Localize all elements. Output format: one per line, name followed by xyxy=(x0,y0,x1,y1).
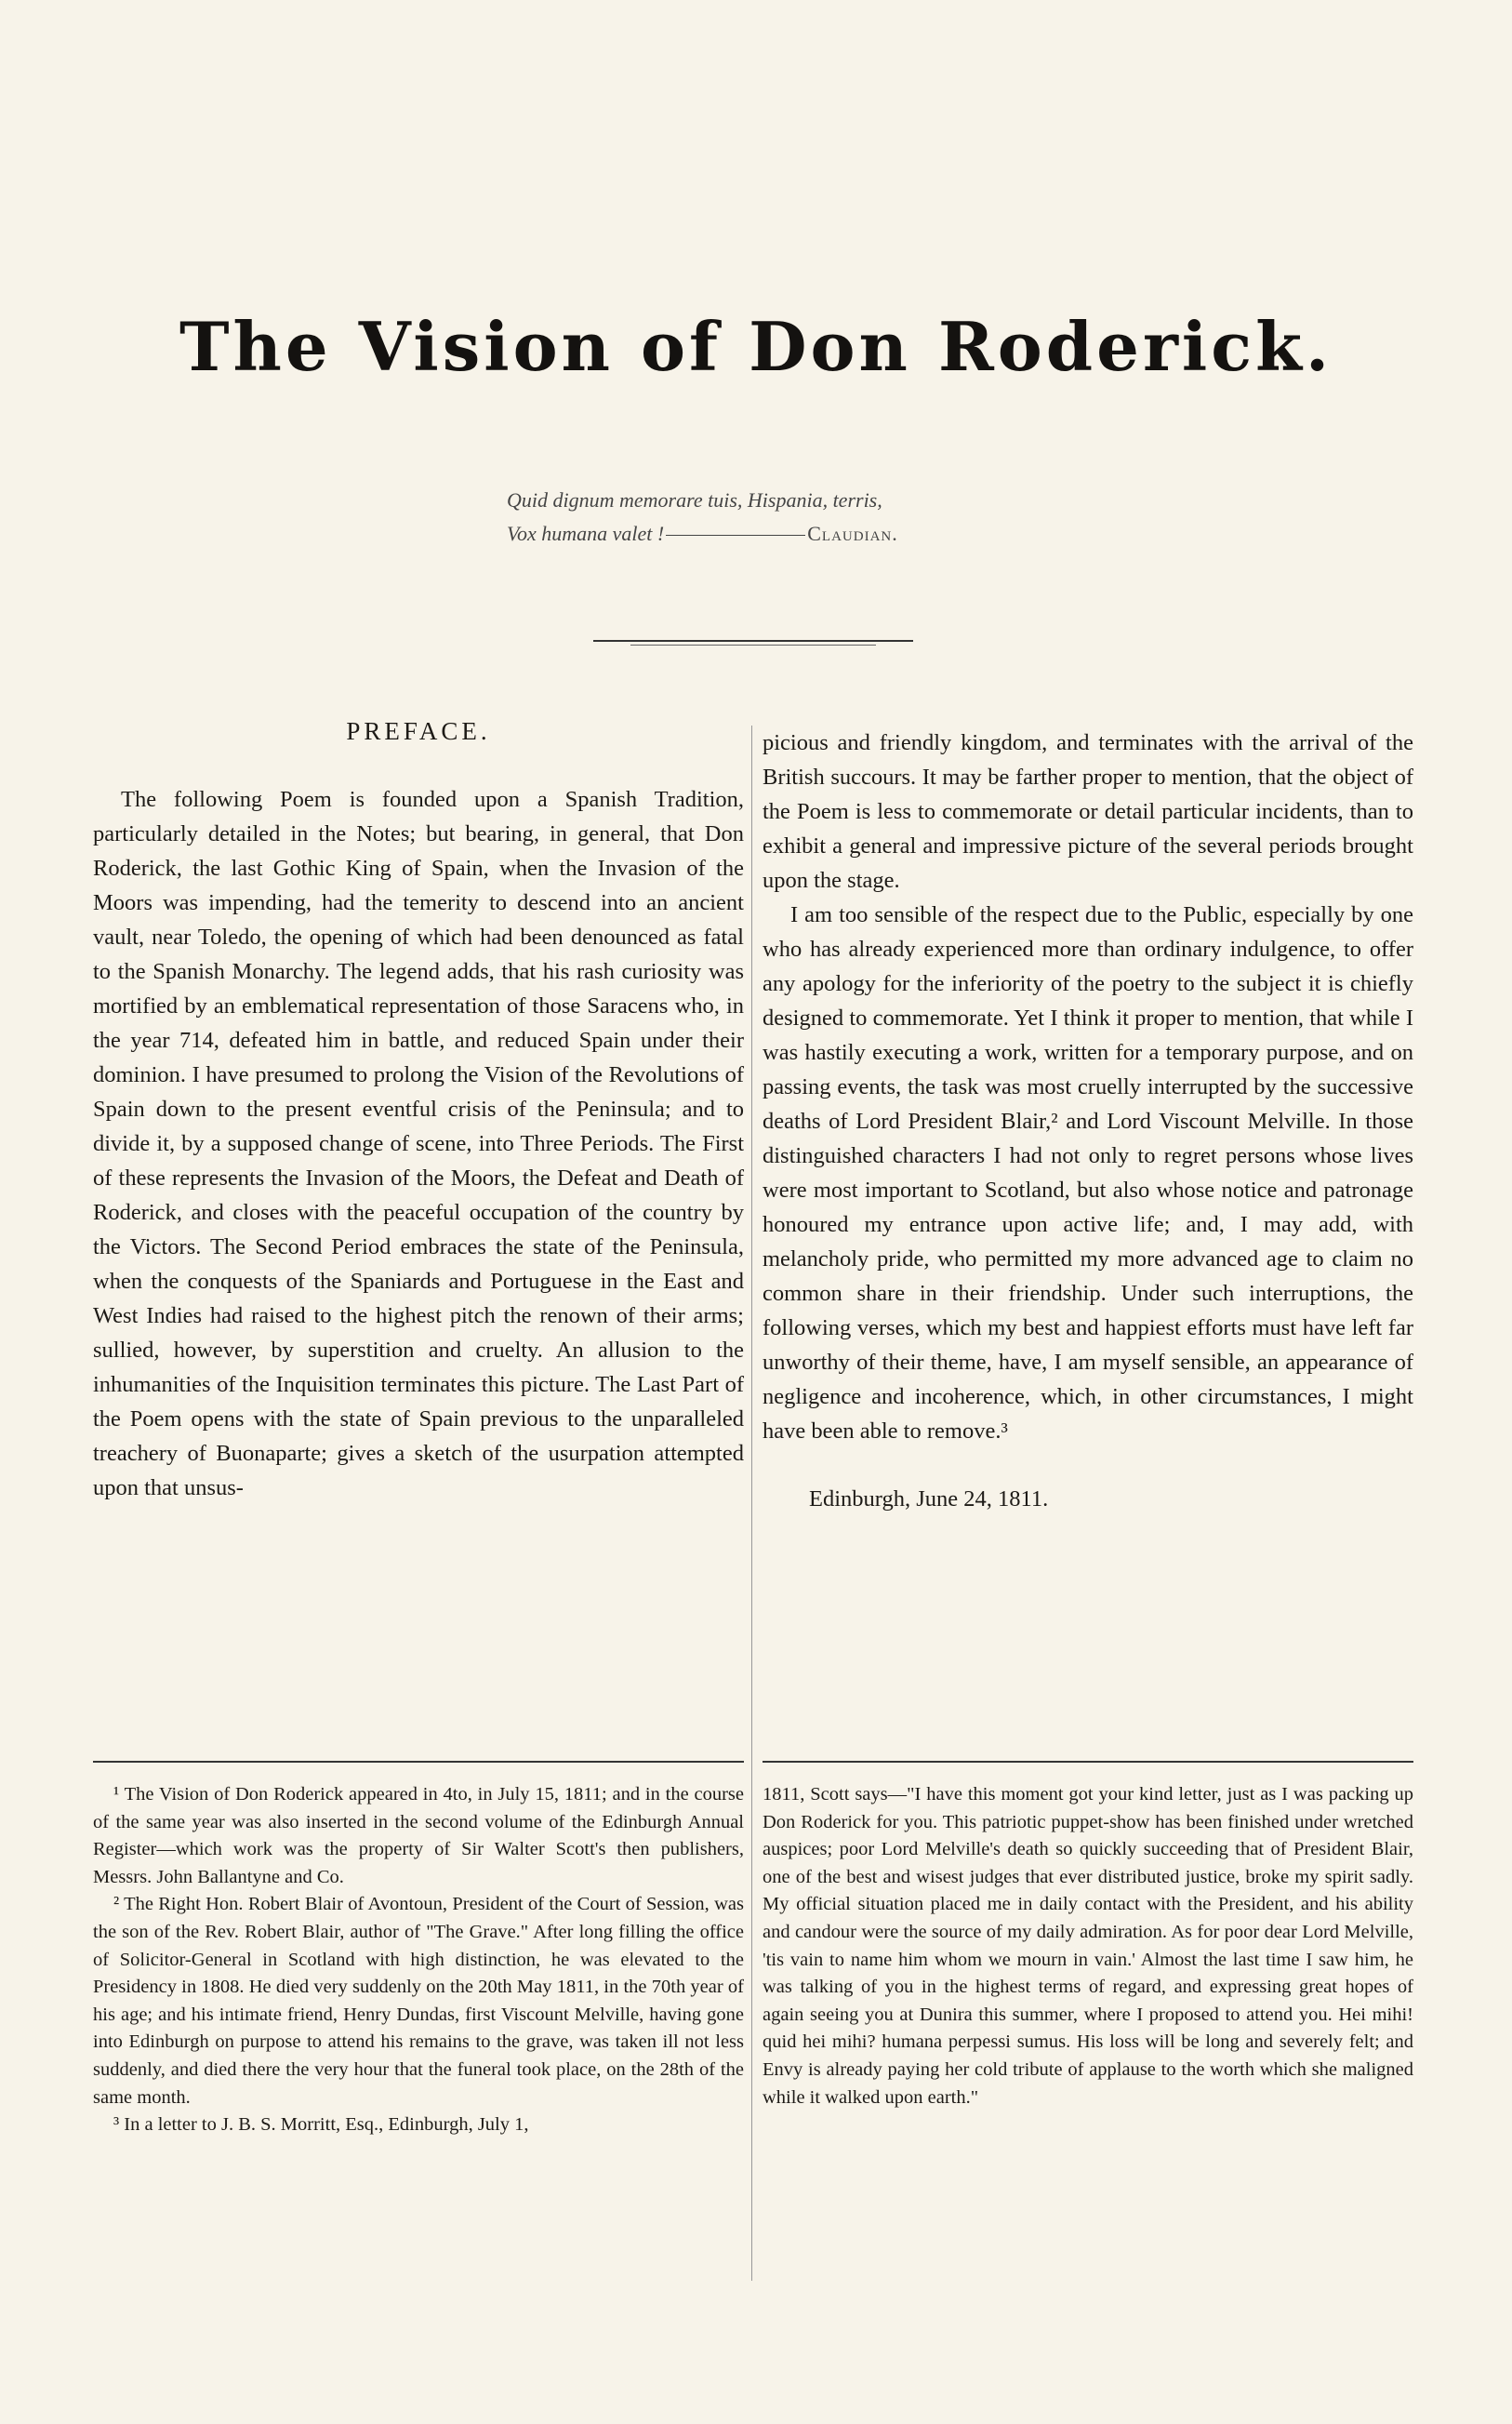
epigraph-line-2-text: Vox humana valet ! xyxy=(507,522,665,545)
preface-paragraph-1-cont: picious and friendly kingdom, and terminates with the arrival of the British succours. It may be farther proper to mention, that the object of the Poem is less to commemorate or detail particular incidents, than to exhibit a general and impressive picture of the several periods brought upon the stage. xyxy=(763,730,1413,893)
footnote-rule-left xyxy=(93,1761,744,1763)
preface-paragraph-2: I am too sensible of the respect due to the Public, especially by one who has already experienced more than ordinary indulgence, to offer any apology for the inferiority of the poetry to the subject it is chiefly designed to commemorate. Yet I think it proper to mention, that while I was hastily executing a work, written for a temporary purpose, and on passing events, the task was most cruelly interrupted by the successive deaths of Lord President Blair,² and Lord Viscount Melville. In those distinguished characters I had not only to regret persons whose lives were most important to Scotland, but also whose notice and patronage honoured my entrance upon active life; and, I may add, with melancholy pride, who permitted my more advanced age to claim no common share in their friendship. Under such interruptions, the following verses, which my best and happiest efforts must have left far unworthy of their theme, have, I am myself sensible, an appearance of negligence and incoherence, which, in other circumstances, I might have been able to remove.³ xyxy=(763,902,1413,1444)
poem-title: The Vision of Don Roderick. xyxy=(179,307,1333,386)
footnote-1: ¹ The Vision of Don Roderick appeared in 4to, in July 15, 1811; and in the course of the same year was also inserted in the second volume of the Edinburgh Annual Register—which work was the property of Sir Walter Scott's then publishers, Messrs. John Ballantyne and Co. xyxy=(93,1784,744,1887)
preface-heading: PREFACE. xyxy=(346,717,491,745)
epigraph-attribution: Claudian. xyxy=(807,522,898,545)
footnote-column-divider xyxy=(751,1749,752,2281)
footnote-2: ² The Right Hon. Robert Blair of Avontoun, President of the Court of Session, was the son of the Rev. Robert Blair, author of "The Grave." After long filling the office of Solicitor-General in Scotland with high distinction, he was elevated to the Presidency in 1808. He died very suddenly on the 20th May 1811, in the 70th year of his age; and his intimate friend, Henry Dundas, first Viscount Melville, having gone into Edinburgh on purpose to attend his remains to the grave, was taken ill not less suddenly, and died there the very hour that the funeral took place, on the 28th of the same month. xyxy=(93,1894,744,2108)
epigraph-dash xyxy=(666,535,805,536)
footnote-3: ³ In a letter to J. B. S. Morritt, Esq., Edinburgh, July 1, xyxy=(113,2114,529,2136)
title-divider-thin xyxy=(630,645,876,646)
epigraph-line-2 xyxy=(507,517,990,551)
preface-dateline: Edinburgh, June 24, 1811. xyxy=(809,1486,1049,1512)
preface-paragraph-1: The following Poem is founded upon a Spanish Tradition, particularly detailed in the Notes; but bearing, in general, that Don Roderick, the last Gothic King of Spain, when the Invasion of the Moors was impending, had the temerity to descend into an ancient vault, near Toledo, the opening of which had been denounced as fatal to the Spanish Monarchy. The legend adds, that his rash curiosity was mortified by an emblematical representation of those Saracens who, in the year 714, defeated him in battle, and reduced Spain under their dominion. I have presumed to prolong the Vision of the Revolutions of Spain down to the present eventful crisis of the Peninsula; and to divide it, by a supposed change of scene, into Three Periods. The First of these represents the Invasion of the Moors, the Defeat and Death of Roderick, and closes with the peaceful occupation of the country by the Victors. The Second Period embraces the state of the Peninsula, when the conquests of the Spaniards and Portuguese in the East and West Indies had raised to the highest pitch the renown of their arms; sullied, however, by superstition and cruelty. An allusion to the inhumanities of the Inquisition terminates this picture. The Last Part of the Poem opens with the state of Spain previous to the unparalleled treachery of Buonaparte; gives a sketch of the usurpation attempted upon that unsus- xyxy=(93,787,744,1500)
footnotes-right xyxy=(763,1781,1413,2111)
footnote-3-cont: 1811, Scott says—"I have this moment got your kind letter, just as I was packing up Don Roderick for you. This patriotic puppet-show has been finished under wretched auspices; poor Lord Melville's death so quickly succeeding that of President Blair, one of the best and wisest judges that ever distributed justice, broke my spirit sadly. My official situation placed me in daily contact with the President, and his ability and candour were the source of my daily admiration. As for poor dear Lord Melville, 'tis vain to name him whom we mourn in vain.' Almost the last time I saw him, he was talking of you in the highest terms of regard, and expressing great hopes of again seeing you at Dunira this summer, where I proposed to attend you. Hei mihi! quid hei mihi? humana perpessi sumus. His loss will be long and severely felt; and Envy is already paying her cold tribute of applause to the worth which she maligned while it walked upon earth." xyxy=(763,1784,1413,2108)
footnote-rule-right xyxy=(763,1761,1413,1763)
footnotes-left xyxy=(93,1781,744,2139)
preface-left-column xyxy=(93,714,744,1505)
epigraph xyxy=(507,484,990,551)
epigraph-line-1: Quid dignum memorare tuis, Hispania, terris, xyxy=(507,488,882,512)
preface-right-column xyxy=(763,726,1413,1516)
title-divider xyxy=(593,640,913,642)
column-divider xyxy=(751,726,752,1749)
